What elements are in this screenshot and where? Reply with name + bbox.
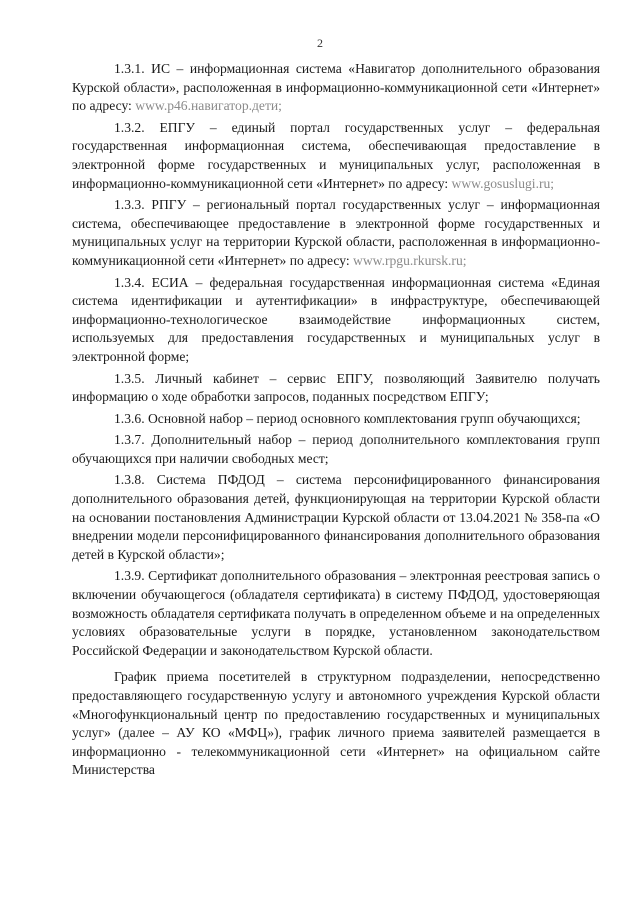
paragraph-1-3-6 [72,410,600,429]
paragraph-1-3-7 [72,431,600,468]
url-link[interactable]: www.rpgu.rkursk.ru; [353,252,467,268]
paragraph-1-3-2 [72,119,600,193]
paragraph-1-3-5 [72,370,600,407]
url-link[interactable]: www.gosuslugi.ru; [451,175,555,191]
paragraph-text: 1.3.2. ЕПГУ – единый портал государственных услуг – федеральная государственная информационная система, обеспечивающая предоставление в электронной форме государственных и муниципальных услуг, расположенная в информационно-коммуникационной сети «Интернет» по адресу: [72,119,600,191]
url-link[interactable]: www.p46.навигатор.дети; [135,98,282,114]
paragraph-text: 1.3.3. РПГУ – региональный портал государственных услуг – информационная система, обеспечивающее предоставление в электронной форме государственных и муниципальных услуг на территории Курской области, расположенная в информационно-коммуникационной сети «Интернет» по адресу: [72,197,600,268]
paragraph-1-3-8 [72,471,600,564]
paragraph-text: 1.3.1. ИС – информационная система «Навигатор дополнительного образования Курской области», расположенная в информационно-коммуникационной сети «Интернет» по адресу: [72,61,600,114]
paragraph-text: 1.3.6. Основной набор – период основного комплектования групп обучающихся; [114,410,581,426]
page-number: 2 [317,36,323,50]
paragraph-text: 1.3.4. ЕСИА – федеральная государственная информационная система «Единая система идентификации и аутентификации» в инфраструктуре, обеспечивающей информационно-технологическое взаимодействие информационных систем, используемых для предоставления государственных и муниципальных услуг в электронной форме; [72,274,600,364]
paragraph-1-3-4 [72,274,600,367]
paragraph-1-3-1 [72,60,600,116]
paragraph-schedule [72,668,600,780]
paragraph-1-3-9 [72,567,600,660]
paragraph-text: 1.3.9. Сертификат дополнительного образования – электронная реестровая запись о включении обучающегося (обладателя сертификата) в систему ПФДОД, удостоверяющая возможность обладателя сертификата получать в определенном объеме и на определенных условиях образовательные услуги в порядке, установленном законодательством Российской Федерации и законодательством Курской области. [72,568,600,658]
paragraph-text: 1.3.5. Личный кабинет – сервис ЕПГУ, позволяющий Заявителю получать информацию о ходе обработки запросов, поданных посредством ЕПГУ; [72,370,600,405]
document-body [72,60,600,783]
paragraph-text: 1.3.7. Дополнительный набор – период дополнительного комплектования групп обучающихся при наличии свободных мест; [72,432,600,466]
paragraph-1-3-3 [72,196,600,270]
paragraph-text: График приема посетителей в структурном подразделении, непосредственно предоставляющего государственную услугу и автономного учреждения Курской области «Многофункциональный центр по предоставлению государственных и муниципальных услуг» (далее – АУ КО «МФЦ»), график личного приема заявителей размещается в информационно - телекоммуникационной сети «Интернет» на официальном сайте Министерства [72,669,600,778]
paragraph-text: 1.3.8. Система ПФДОД – система персонифицированного финансирования дополнительного образования детей, функционирующая на территории Курской области на основании постановления Администрации Курской области от 13.04.2021 № 358-па «О внедрении модели персонифицированного финансирования дополнительного образования детей в Курской области»; [72,472,600,562]
